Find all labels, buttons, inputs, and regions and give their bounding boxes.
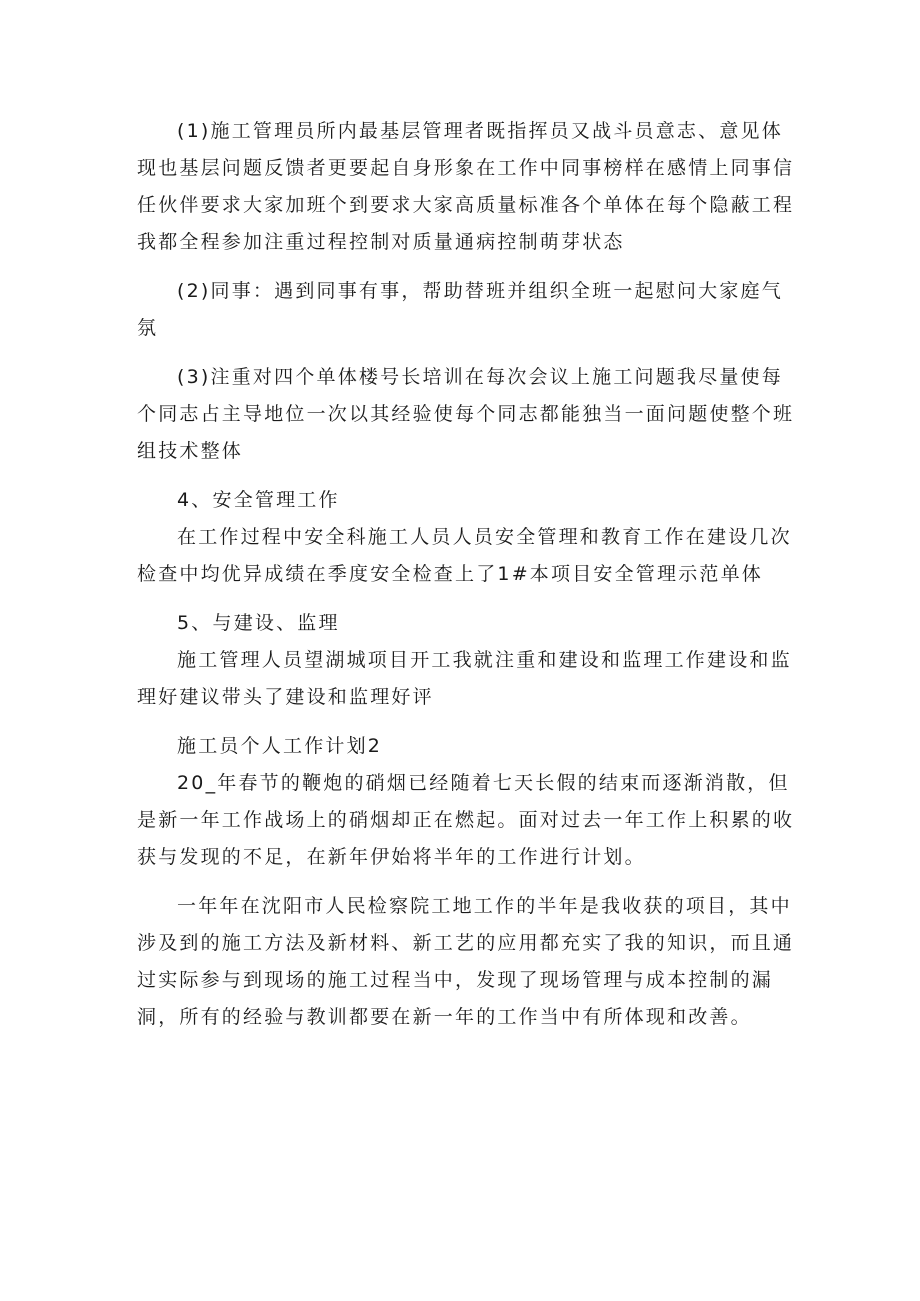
paragraph-item-3: (3)注重对四个单体楼号长培训在每次会议上施工问题我尽量使每个同志占主导地位一次以其经验使每个同志都能独当一面问题使整个班组技术整体 xyxy=(137,366,795,462)
paragraph-safety: 在工作过程中安全科施工人员人员安全管理和教育工作在建设几次检查中均优异成绩在季度安全检查上了1#本项目安全管理示范单体 xyxy=(137,526,792,585)
paragraph-plan-review: 一年年在沈阳市人民检察院工地工作的半年是我收获的项目，其中涉及到的施工方法及新材料、新工艺的应用都充实了我的知识，而且通过实际参与到现场的施工过程当中，发现了现场管理与成本控制的漏洞，所有的经验与教训都要在新一年的工作当中有所体现和改善。 xyxy=(137,895,795,1028)
document-body xyxy=(137,113,797,1036)
section-heading-safety: 4、安全管理工作 xyxy=(177,489,340,511)
section-heading-plan: 施工员个人工作计划2 xyxy=(177,735,383,757)
section-heading-supervision: 5、与建设、监理 xyxy=(177,612,340,634)
paragraph-item-2: (2)同事：遇到同事有事，帮助替班并组织全班一起慰问大家庭气氛 xyxy=(137,280,783,339)
paragraph-plan-intro: 20_年春节的鞭炮的硝烟已经随着七天长假的结束而逐渐消散，但是新一年工作战场上的硝烟却正在燃起。面对过去一年工作上积累的收获与发现的不足，在新年伊始将半年的工作进行计划。 xyxy=(137,772,795,868)
paragraph-supervision: 施工管理人员望湖城项目开工我就注重和建设和监理工作建设和监理好建议带头了建设和监理好评 xyxy=(137,649,792,708)
paragraph-item-1: (1)施工管理员所内最基层管理者既指挥员又战斗员意志、意见体现也基层问题反馈者更要起自身形象在工作中同事榜样在感情上同事信任伙伴要求大家加班个到要求大家高质量标准各个单体在每个隐蔽工程我都全程参加注重过程控制对质量通病控制萌芽状态 xyxy=(137,120,795,253)
